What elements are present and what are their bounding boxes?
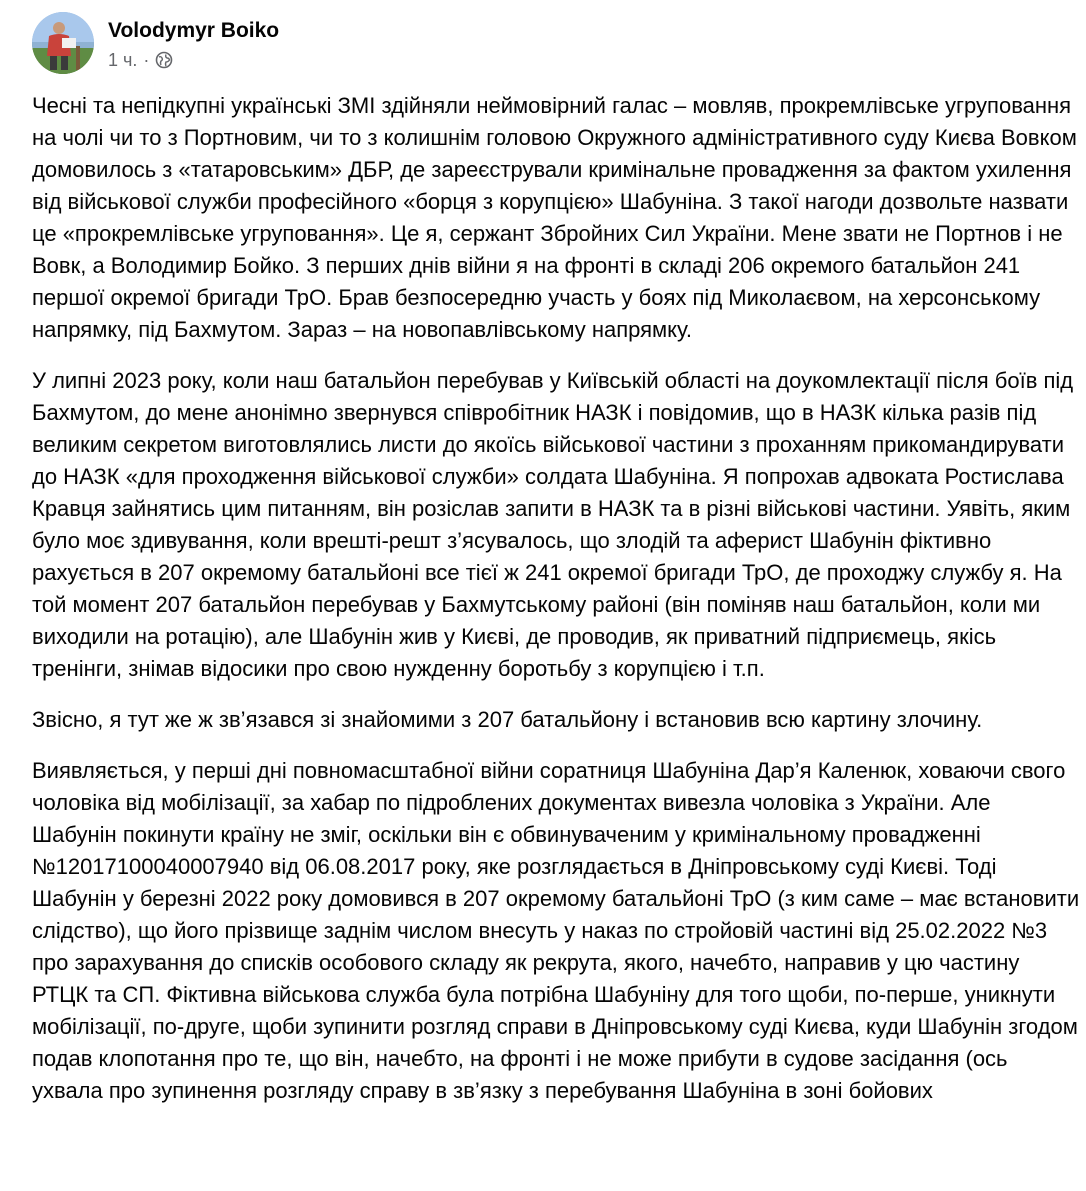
- avatar[interactable]: [32, 12, 94, 74]
- post-header: [32, 12, 279, 82]
- post-paragraph: У липні 2023 року, коли наш батальйон перебував у Київській області на доукомлектації після боїв під Бахмутом, до мене анонімно звернувся співробітник НАЗК і повідомив, що в НАЗК кілька разів під великим секретом виготовлялись листи до якоїсь військової частини з проханням прикомандирувати до НАЗК «для проходження військової служби» солдата Шабуніна. Я попрохав адвоката Ростислава Кравця зайнятись цим питанням, він розіслав запити в НАЗК та в різні військові частини. Уявіть, яким було моє здивування, коли врешті-решт з’ясувалось, що злодій та аферист Шабунін фіктивно рахується в 207 окремому батальйоні все тієї ж 241 окремої бригади ТрО, де проходжу службу я. На той момент 207 батальйон перебував у Бахмутському районі (він поміняв наш батальйон, коли ми виходили на ротацію), але Шабунін жив у Києві, де проводив, як приватний підприємець, якісь тренінги, знімав відосики про свою нужденну боротьбу з корупцією і т.п.: [32, 368, 1074, 681]
- author-name[interactable]: Volodymyr Boiko: [108, 19, 280, 42]
- post-paragraph: Виявляється, у перші дні повномасштабної війни соратниця Шабуніна Дар’я Каленюк, ховаючи свого чоловіка від мобілізації, за хабар по підроблених документах вивезла чоловіка з України. Але Шабунін покинути країну не зміг, оскільки він є обвинуваченим у кримінальному провадженні №12017100040007940 від 06.08.2017 року, яке розглядається в Дніпровському суді Києві. Тоді Шабунін у березні 2022 року домовився в 207 окремому батальйоні ТрО (з ким саме – має встановити слідство), що його прізвище заднім числом внесуть у наказ по стройовій частині від 25.02.2022 №3 про зарахування до списків особового складу як рекрута, якого, начебто, направив у цю частину РТЦК та СП. Фіктивна військова служба була потрібна Шабуніну для того щоби, по-перше, уникнути мобілізації, по-друге, щоби зупинити розгляд справи в Дніпровському суді Києва, куди Шабунін згодом подав клопотання про те, що він, начебто, на фронті і не може прибути в судове засідання (ось ухвала про зупинення розгляду справу в зв’язку з перебування Шабуніна в зоні бойових: [32, 758, 1080, 1103]
- post-meta: [108, 48, 279, 72]
- post-header-text: [108, 18, 279, 72]
- globe-icon[interactable]: [155, 51, 173, 69]
- post-paragraph: Звісно, я тут же ж зв’язався зі знайомими з 207 батальйону і встановив всю картину злочину.: [32, 707, 983, 732]
- meta-separator: ·: [143, 50, 150, 70]
- post-paragraph: Чесні та непідкупні українські ЗМІ здійняли неймовірний галас – мовляв, прокремлівське угруповання на чолі чи то з Портновим, чи то з колишнім головою Окружного адміністративного суду Києва Вовком домовилось з «татаровським» ДБР, де зареєстрували кримінальне провадження за фактом ухилення від військової служби професійного «борця з корупцією» Шабуніна. З такої нагоди дозвольте назвати це «прокремлівське угруповання». Це я, сержант Збройних Сил України. Мене звати не Портнов і не Вовк, а Володимир Бойко. З перших днів війни я на фронті в складі 206 окремого батальйон 241 першої окремої бригади ТрО. Брав безпосередню участь у боях під Миколаєвом, на херсонському напрямку, під Бахмутом. Зараз – на новопавлівському напрямку.: [32, 93, 1077, 342]
- post-timestamp[interactable]: 1 ч.: [108, 50, 138, 70]
- avatar-photo: [32, 12, 94, 74]
- post-body: [32, 90, 1080, 1126]
